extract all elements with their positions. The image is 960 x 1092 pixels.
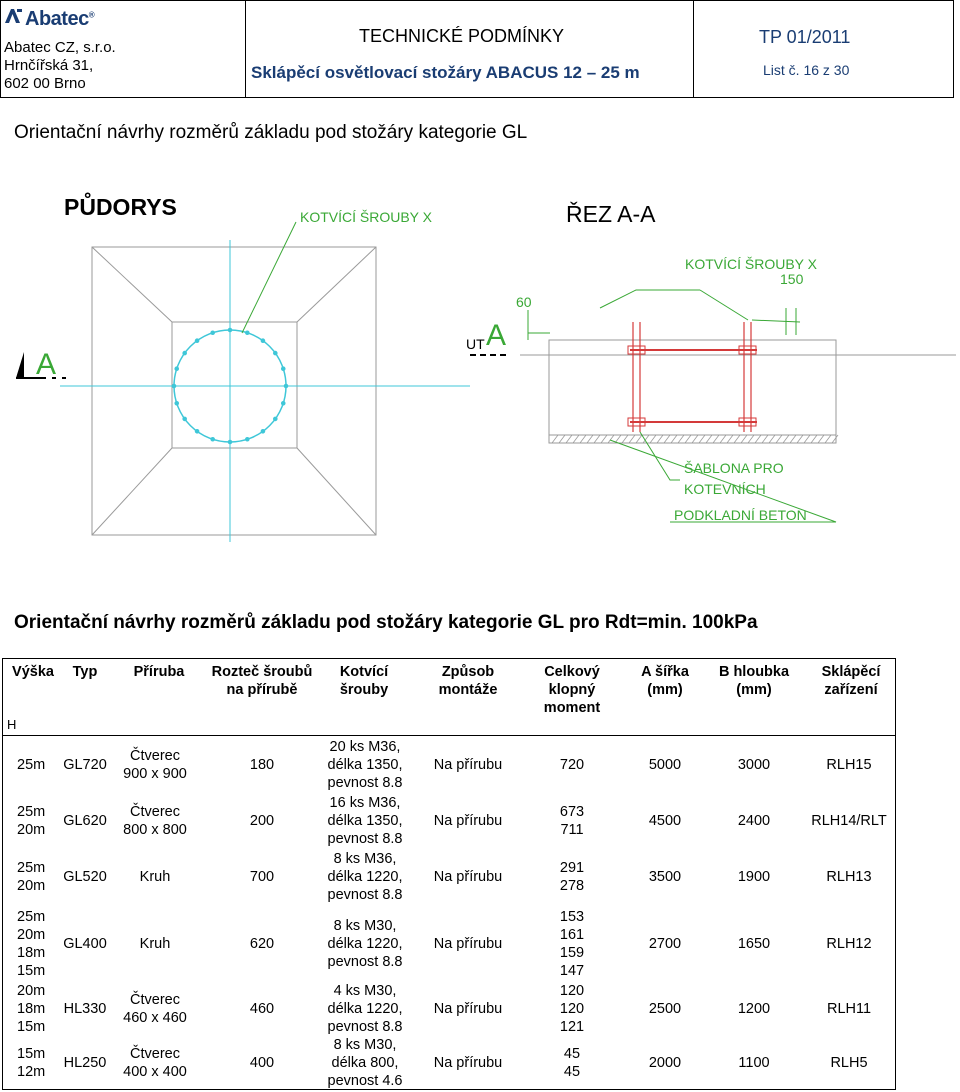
cell-flange: Čtverec (130, 1046, 180, 1062)
cell-flange: Čtverec (130, 804, 180, 820)
cell-tilting-moment: 720 (559, 757, 585, 773)
cell-height: 20m (17, 822, 46, 838)
plan-slope-line (92, 448, 172, 535)
header-h: H (7, 717, 17, 732)
header-bolt-spacing-line2: na přírubě (226, 682, 298, 698)
hatch-line (650, 435, 656, 443)
cell-anchor-bolts: pevnost 8.8 (327, 887, 403, 903)
foundation-table (2, 658, 896, 1090)
cell-depth-b: 1650 (737, 936, 771, 952)
hatch-line (790, 435, 796, 443)
section-mark-a-right: A (486, 319, 507, 352)
cell-flange: Kruh (139, 936, 171, 952)
hatch-line (741, 435, 747, 443)
table-title: Orientační návrhy rozměrů základu pod stožáry kategorie GL pro Rdt=min. 100kPa (14, 612, 758, 633)
cell-flange: Kruh (139, 869, 171, 885)
header-anchor-bolts (323, 663, 405, 699)
hatch-line (720, 435, 726, 443)
cell-height: 15m (17, 1019, 46, 1035)
company-name: Abatec CZ, s.r.o. (4, 39, 116, 56)
header-width-a (627, 663, 703, 699)
section-mark-a-left: A (36, 348, 57, 381)
hatch-line (685, 435, 691, 443)
cell-tilting-moment: 153 (559, 909, 585, 925)
cell-tilting-moment: 711 (560, 822, 584, 838)
header-tilting-moment-line2: klopný (548, 682, 596, 698)
document-header (0, 0, 954, 98)
hatch-line (783, 435, 789, 443)
template-label-line2: KOTEVNÍCH (684, 481, 766, 497)
hatch-line (559, 435, 565, 443)
cell-height: 15m (17, 1046, 46, 1062)
header-tilting-device-line1: Sklápěcí (821, 664, 881, 680)
header-tilting-device-line2: zařízení (824, 682, 878, 698)
header-divider (693, 1, 694, 97)
cell-tilting-moment: 45 (563, 1064, 581, 1080)
hatch-line (832, 435, 838, 443)
hatch-line (825, 435, 831, 443)
header-anchor-bolts-line1: Kotvící (339, 664, 389, 680)
cell-bolt-spacing: 180 (249, 757, 275, 773)
cell-anchor-bolts: délka 1220, (327, 869, 403, 885)
header-depth-b (709, 663, 799, 699)
header-divider (245, 1, 246, 97)
cell-height: 25m (17, 909, 46, 925)
cell-mounting: Na přírubu (433, 813, 503, 829)
foundation-top (549, 340, 836, 355)
cell-tilting-device: RLH5 (830, 1055, 868, 1071)
cell-tilting-moment: 278 (559, 878, 585, 894)
hatch-line (734, 435, 740, 443)
header-flange: Příruba (133, 664, 185, 680)
cell-bolt-spacing: 200 (249, 813, 275, 829)
section-bolts-label: KOTVÍCÍ ŠROUBY X (685, 256, 817, 272)
header-bolt-spacing (207, 663, 317, 699)
hatch-line (601, 435, 607, 443)
cell-depth-b: 1900 (737, 869, 771, 885)
section-leaders (528, 290, 836, 522)
cell-height: 25m (17, 804, 46, 820)
hatch-line (748, 435, 754, 443)
cell-width-a: 2700 (648, 936, 682, 952)
cell-height: 15m (17, 963, 46, 979)
plan-title: PŮDORYS (64, 194, 177, 220)
table-header-separator (3, 735, 895, 736)
dim-150-leader (752, 320, 800, 322)
cell-bolt-spacing: 620 (249, 936, 275, 952)
cell-anchor-bolts: délka 800, (331, 1055, 399, 1071)
cell-height: 20m (17, 927, 46, 943)
plan-bolts-label: KOTVÍCÍ ŠROUBY X (300, 209, 432, 225)
header-tilting-device (809, 663, 893, 699)
cell-tilting-moment: 120 (559, 983, 585, 999)
cell-flange: Čtverec (130, 748, 180, 764)
cell-height: 18m (17, 945, 46, 961)
cell-tilting-device: RLH12 (826, 936, 872, 952)
section-title: ŘEZ A-A (566, 201, 656, 227)
cell-depth-b: 2400 (737, 813, 771, 829)
header-tilting-moment-line3: moment (543, 700, 601, 716)
hatch-line (678, 435, 684, 443)
cell-anchor-bolts: 20 ks M36, (329, 739, 401, 755)
hatch-line (636, 435, 642, 443)
hatch-line (762, 435, 768, 443)
cell-type: HL330 (63, 1001, 107, 1017)
header-width-a-line1: A šířka (641, 664, 689, 680)
cell-type: GL620 (63, 813, 107, 829)
cell-flange: 900 x 900 (123, 766, 187, 782)
cell-width-a: 2000 (648, 1055, 682, 1071)
cell-width-a: 4500 (648, 813, 682, 829)
plan-slope-line (297, 448, 376, 535)
cell-width-a: 5000 (648, 757, 682, 773)
cell-flange: Čtverec (130, 992, 180, 1008)
cell-height: 25m (17, 860, 46, 876)
header-tilting-moment-line1: Celkový (544, 664, 600, 680)
cell-anchor-bolts: 4 ks M30, (333, 983, 397, 999)
cell-anchor-bolts: pevnost 4.6 (327, 1073, 403, 1089)
cell-mounting: Na přírubu (433, 1001, 503, 1017)
cell-tilting-device: RLH13 (826, 869, 872, 885)
cell-mounting: Na přírubu (433, 869, 503, 885)
cell-tilting-moment: 673 (559, 804, 585, 820)
section-title: Orientační návrhy rozměrů základu pod stožáry kategorie GL (14, 122, 528, 143)
plan-outer-square (92, 247, 376, 535)
header-depth-b-line2: (mm) (736, 682, 772, 698)
page-number: List č. 16 z 30 (763, 62, 850, 78)
dimension-60: 60 (516, 294, 532, 310)
cell-type: GL720 (63, 757, 107, 773)
header-mounting-line2: montáže (438, 682, 498, 698)
hatch-line (587, 435, 593, 443)
cell-anchor-bolts: 8 ks M36, (333, 851, 397, 867)
dimension-150: 150 (780, 271, 804, 287)
hatch-line (566, 435, 572, 443)
cell-bolt-spacing: 400 (249, 1055, 275, 1071)
plan-slope-line (297, 247, 376, 322)
hatch-line (713, 435, 719, 443)
concrete-label: PODKLADNÍ BETON (674, 507, 807, 523)
bolt-nuts (628, 346, 756, 426)
abatec-logo-icon (5, 6, 23, 24)
hatch-line (692, 435, 698, 443)
cell-anchor-bolts: pevnost 8.8 (327, 954, 403, 970)
cell-anchor-bolts: délka 1350, (327, 813, 403, 829)
plan-view (92, 247, 376, 535)
cell-height: 12m (17, 1064, 46, 1080)
cell-anchor-bolts: pevnost 8.8 (327, 831, 403, 847)
hatch-line (580, 435, 586, 443)
cell-tilting-device: RLH11 (826, 1001, 872, 1017)
hatch-line (769, 435, 775, 443)
hatch-line (594, 435, 600, 443)
plan-bolts-leader (242, 222, 296, 333)
hatch-line (573, 435, 579, 443)
cell-tilting-moment: 121 (559, 1019, 585, 1035)
cell-tilting-moment: 45 (563, 1046, 581, 1062)
cell-height: 25m (17, 757, 46, 773)
cell-flange: 800 x 800 (123, 822, 187, 838)
header-anchor-bolts-line2: šrouby (339, 682, 389, 698)
cell-depth-b: 1100 (738, 1055, 770, 1071)
hatch-line (657, 435, 663, 443)
template-label-line1: ŠABLONA PRO (684, 460, 784, 476)
cell-tilting-device: RLH14/RLT (811, 813, 887, 829)
cell-anchor-bolts: 8 ks M30, (333, 1037, 397, 1053)
cell-type: GL520 (63, 869, 107, 885)
hatch-line (671, 435, 677, 443)
cell-depth-b: 1200 (737, 1001, 771, 1017)
hatch-line (797, 435, 803, 443)
cell-type: GL400 (63, 936, 107, 952)
header-depth-b-line1: B hloubka (718, 664, 790, 680)
document-title: TECHNICKÉ PODMÍNKY (359, 26, 565, 46)
cell-bolt-spacing: 460 (249, 1001, 275, 1017)
cell-height: 20m (17, 983, 46, 999)
cell-height: 18m (17, 1001, 46, 1017)
cell-height: 20m (17, 878, 46, 894)
header-bolt-spacing-line1: Rozteč šroubů (211, 664, 313, 680)
hatch-line (706, 435, 712, 443)
header-height: Výška (12, 664, 54, 680)
anchor-bolts (630, 322, 757, 432)
hatch-line (811, 435, 817, 443)
hatch-line (699, 435, 705, 443)
header-tilting-moment (527, 663, 617, 717)
document-subtitle: Sklápěcí osvětlovací stožáry ABACUS 12 – 25 m (251, 63, 640, 82)
bolts-leader (700, 290, 748, 320)
hatch-line (776, 435, 782, 443)
cell-flange: 400 x 400 (123, 1064, 187, 1080)
hatch-line (664, 435, 670, 443)
cell-type: HL250 (63, 1055, 107, 1071)
cell-tilting-moment: 159 (559, 945, 585, 961)
hatch-line (727, 435, 733, 443)
hatch-line (818, 435, 824, 443)
company-city: 602 00 Brno (4, 75, 86, 92)
cell-width-a: 3500 (648, 869, 682, 885)
ut-label: UT (466, 336, 485, 352)
hatch-line (622, 435, 628, 443)
header-mounting (423, 663, 513, 699)
cell-width-a: 2500 (648, 1001, 682, 1017)
logo-text: Abatec (25, 8, 89, 30)
hatch-line (755, 435, 761, 443)
company-street: Hrnčířská 31, (4, 57, 94, 74)
cell-anchor-bolts: délka 1220, (327, 936, 403, 952)
header-width-a-line2: (mm) (647, 682, 683, 698)
cell-depth-b: 3000 (737, 757, 771, 773)
cell-mounting: Na přírubu (433, 1055, 503, 1071)
cell-bolt-spacing: 700 (249, 869, 275, 885)
hatch-line (629, 435, 635, 443)
header-type: Typ (72, 664, 98, 680)
foundation-drawing (0, 170, 960, 550)
cell-anchor-bolts: délka 1220, (327, 1001, 403, 1017)
hatch-line (552, 435, 558, 443)
cell-anchor-bolts: pevnost 8.8 (327, 775, 403, 791)
document-number: TP 01/2011 (759, 27, 851, 47)
hatch-line (608, 435, 614, 443)
cell-tilting-moment: 147 (559, 963, 585, 979)
plan-slope-line (92, 247, 172, 322)
cell-tilting-moment: 120 (559, 1001, 585, 1017)
cell-tilting-device: RLH15 (826, 757, 872, 773)
cell-mounting: Na přírubu (433, 936, 503, 952)
cell-tilting-moment: 291 (559, 860, 585, 876)
bolts-leader (600, 290, 700, 308)
cell-anchor-bolts: 16 ks M36, (329, 795, 401, 811)
cell-anchor-bolts: pevnost 8.8 (327, 1019, 403, 1035)
concrete-hatch (552, 435, 838, 443)
cell-anchor-bolts: 8 ks M30, (333, 918, 397, 934)
cell-mounting: Na přírubu (433, 757, 503, 773)
header-mounting-line1: Způsob (441, 664, 495, 680)
plan-inner-square (172, 322, 297, 448)
cell-flange: 460 x 460 (123, 1010, 187, 1026)
company-logo: Abatec® (5, 6, 23, 29)
section-view (520, 340, 956, 443)
cell-tilting-moment: 161 (559, 927, 585, 943)
hatch-line (804, 435, 810, 443)
cell-anchor-bolts: délka 1350, (327, 757, 403, 773)
